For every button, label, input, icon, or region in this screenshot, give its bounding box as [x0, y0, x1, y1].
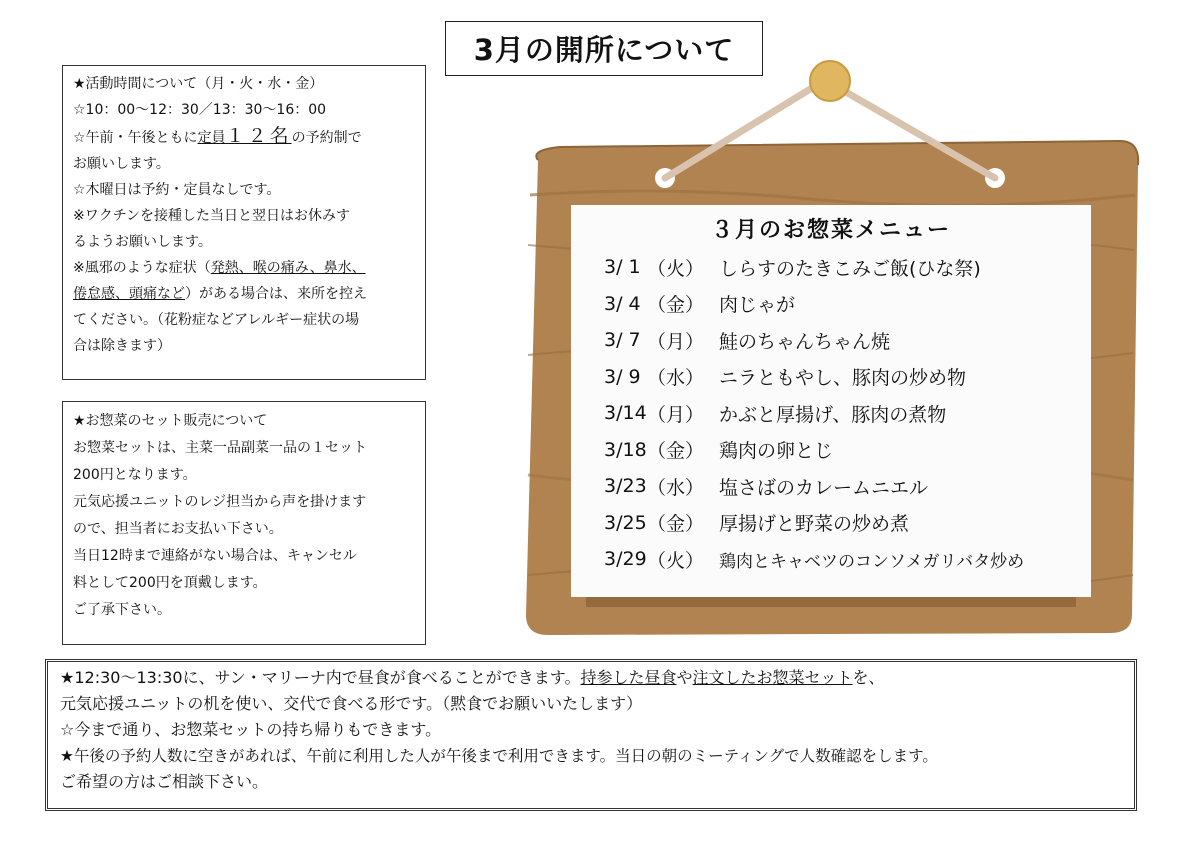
- hours-thursday: ☆木曜日は予約・定員なしです。: [73, 182, 281, 198]
- menu-date: 3/14: [604, 402, 647, 425]
- menu-date: 3/29: [604, 548, 647, 571]
- set-heading: ★お惣菜のセット販売について: [73, 413, 268, 429]
- menu-item: [604, 395, 1024, 432]
- hours-vaccine-1: ※ワクチンを接種した当日と翌日はお休みす: [73, 208, 351, 224]
- menu-card: [571, 205, 1091, 597]
- set-sale-box: [62, 401, 426, 645]
- menu-date: 3/ 7: [604, 329, 641, 352]
- notice-line-1: ★12:30～13:30に、サン・マリーナ内で昼食が食べることができます。持参した昼食や注文したお惣菜セットを、: [60, 668, 885, 687]
- hours-capacity-line: ☆午前・午後ともに定員１２名の予約制で: [73, 125, 362, 147]
- menu-dish: 厚揚げと野菜の炒め煮: [719, 513, 910, 536]
- menu-day: （水）: [647, 367, 705, 390]
- menu-dish: 鮭のちゃんちゃん焼: [719, 330, 891, 353]
- menu-dish: ニラともやし、豚肉の炒め物: [719, 367, 967, 390]
- menu-day: （火）: [647, 549, 705, 572]
- menu-item: [604, 322, 1024, 359]
- menu-day: （金）: [647, 294, 705, 317]
- menu-day: （金）: [647, 513, 705, 536]
- menu-item: [604, 249, 1024, 286]
- set-line: 料として200円を頂戴します。: [73, 575, 267, 591]
- notice-line-5: ご希望の方はご相談下さい。: [60, 772, 269, 791]
- menu-date: 3/23: [604, 475, 647, 498]
- menu-item: [604, 359, 1024, 396]
- hours-symptoms-4: 合は除きます）: [73, 338, 171, 354]
- capacity-value: １２名: [225, 125, 292, 147]
- menu-dish: 塩さばのカレームニエル: [719, 476, 929, 499]
- menu-dish: しらすのたきこみご飯(ひな祭): [719, 257, 981, 280]
- activity-hours-box: [62, 65, 426, 380]
- hours-symptoms-3: てください。（花粉症などアレルギー症状の場: [73, 312, 360, 328]
- set-line: 元気応援ユニットのレジ担当から声を掛けます: [73, 494, 367, 510]
- menu-day: （月）: [647, 330, 705, 353]
- menu-dish: 鶏肉の卵とじ: [719, 440, 834, 463]
- menu-dish: 鶏肉とキャベツのコンソメガリバタ炒め: [719, 551, 1025, 572]
- menu-item: [604, 505, 1024, 542]
- menu-item: [604, 286, 1024, 323]
- notice-line-2: 元気応援ユニットの机を使い、交代で食べる形です。（黙食でお願いいたします）: [60, 694, 643, 713]
- set-line: 200円となります。: [73, 467, 197, 483]
- menu-date: 3/18: [604, 438, 647, 461]
- hours-vaccine-2: るようお願いします。: [73, 234, 212, 250]
- menu-dish: かぶと厚揚げ、豚肉の煮物: [719, 403, 947, 426]
- set-line: ご了承下さい。: [73, 602, 171, 618]
- menu-dish: 肉じゃが: [719, 294, 796, 317]
- menu-date: 3/ 4: [604, 292, 641, 315]
- set-line: お惣菜セットは、主菜一品副菜一品の１セット: [73, 440, 367, 456]
- menu-date: 3/ 1: [604, 256, 641, 279]
- hours-heading: ★活動時間について（月・火・水・金）: [73, 76, 324, 92]
- menu-date: 3/ 9: [604, 365, 641, 388]
- menu-date: 3/25: [604, 511, 647, 534]
- menu-item: [604, 468, 1024, 505]
- menu-item: [604, 541, 1024, 578]
- menu-day: （火）: [647, 257, 705, 280]
- menu-item: [604, 432, 1024, 469]
- menu-list: [604, 249, 1024, 578]
- menu-day: （金）: [647, 440, 705, 463]
- hours-symptoms-1: ※風邪のような症状（発熱、喉の痛み、鼻水、: [73, 260, 366, 276]
- set-line: ので、担当者にお支払い下さい。: [73, 521, 283, 537]
- hours-symptoms-2: 倦怠感、頭痛など）がある場合は、来所を控え: [73, 286, 367, 302]
- notice-line-4: ★午後の予約人数に空きがあれば、午前に利用した人が午後まで利用できます。当日の朝のミーティングで人数確認をします。: [60, 747, 938, 765]
- menu-title: ３月のお惣菜メニュー: [710, 218, 951, 243]
- set-line: 当日12時まで連絡がない場合は、キャンセル: [73, 548, 357, 564]
- menu-day: （水）: [647, 476, 705, 499]
- lunch-notice-box: [45, 659, 1137, 811]
- menu-day: （月）: [647, 403, 705, 426]
- hours-request: お願いします。: [73, 156, 170, 172]
- hours-times: ☆10：00～12：30／13：30～16：00: [73, 102, 327, 118]
- page-title: 3月の開所について: [445, 21, 763, 76]
- notice-line-3: ☆今まで通り、お惣菜セットの持ち帰りもできます。: [60, 720, 442, 739]
